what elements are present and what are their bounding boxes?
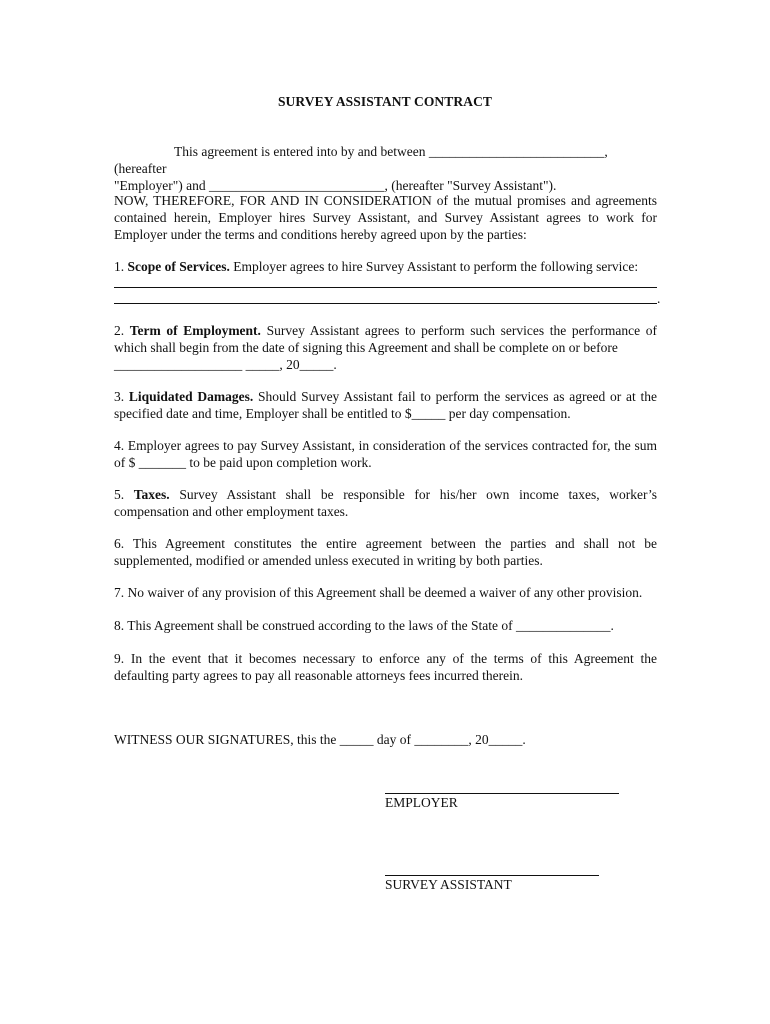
section-2-text: Survey Assistant agrees to perform such services the performance of which shall begin from the date of signing this Agreement and shall be complete on or before: [114, 323, 657, 355]
section-5-text: Survey Assistant shall be responsible for his/her own income taxes, worker’s compensation and other employment taxes.: [114, 487, 658, 519]
section-2-heading: Term of Employment.: [129, 323, 261, 338]
section-4-payment: 4. Employer agrees to pay Survey Assistant, in consideration of the services contracted for, the sum of $ _______ to be paid upon completion work.: [114, 438, 657, 470]
section-7-waiver: 7. No waiver of any provision of this Agreement shall be deemed a waiver of any other provision.: [114, 585, 643, 600]
employer-signature-line[interactable]: [385, 793, 619, 794]
section-1-text: Employer agrees to hire Survey Assistant to perform the following service:: [229, 259, 639, 274]
now-therefore-paragraph: NOW, THEREFORE, FOR AND IN CONSIDERATION of the mutual promises and agreements contained herein, Employer hires Survey Assistant, and Survey Assistant agrees to work for Employer under the terms and conditions hereby agreed upon by the parties:: [114, 193, 657, 242]
scope-blank-line-2[interactable]: [114, 303, 657, 304]
section-8-governing-law: 8. This Agreement shall be construed according to the laws of the State of ______________.: [114, 618, 614, 633]
section-2-number: 2.: [114, 323, 130, 338]
intro-paragraph: [114, 143, 657, 194]
intro-line-2: "Employer") and __________________________, (hereafter "Survey Assistant").: [114, 178, 557, 193]
section-5-heading: Taxes.: [133, 487, 170, 502]
section-6-entire-agreement: 6. This Agreement constitutes the entire agreement between the parties and shall not be supplemented, modified or amended unless executed in writing by both parties.: [114, 536, 657, 568]
section-3-damages: [114, 388, 657, 422]
employer-label: EMPLOYER: [385, 795, 458, 810]
scope-period: .: [657, 291, 661, 306]
scope-blank-line-1[interactable]: [114, 287, 657, 288]
section-9-enforcement: 9. In the event that it becomes necessary to enforce any of the terms of this Agreement the defaulting party agrees to pay all reasonable attorneys fees incurred therein.: [114, 651, 657, 683]
intro-line-1: This agreement is entered into by and between __________________________, (hereafter: [114, 144, 608, 176]
witness-line: WITNESS OUR SIGNATURES, this the _____ day of ________, 20_____.: [114, 732, 526, 747]
section-3-number: 3.: [114, 389, 129, 404]
document-title: SURVEY ASSISTANT CONTRACT: [277, 94, 493, 109]
section-1-scope: [114, 258, 657, 275]
section-5-number: 5.: [114, 487, 134, 502]
section-1-heading: Scope of Services.: [127, 259, 230, 274]
section-3-heading: Liquidated Damages.: [128, 389, 254, 404]
section-3-text: Should Survey Assistant fail to perform the services as agreed or at the specified date and time, Employer shall be entitled to $_____ per day compensation.: [114, 389, 658, 421]
section-1-number: 1.: [114, 259, 128, 274]
section-5-taxes: [114, 486, 657, 520]
survey-assistant-signature-line[interactable]: [385, 875, 599, 876]
section-2-date-line: ___________________ _____, 20_____.: [114, 357, 337, 372]
section-2-term: [114, 322, 657, 373]
survey-assistant-label: SURVEY ASSISTANT: [385, 877, 512, 892]
